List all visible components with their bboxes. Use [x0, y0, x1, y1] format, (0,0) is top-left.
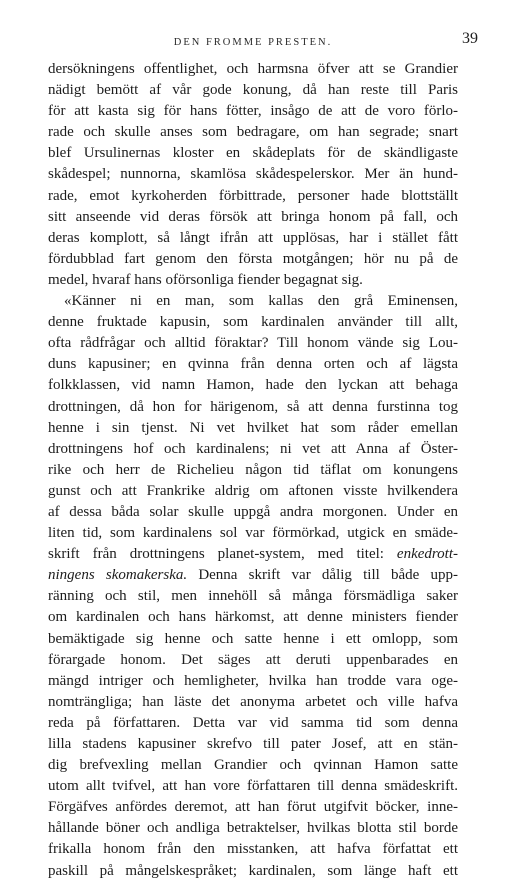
text-fragment: skrift från drottningens planet-system, med titel: — [48, 546, 397, 563]
italic-title-part2: ningens skomakerska. — [48, 567, 188, 584]
text-line: ränning och stil, men innehöll så många försmädliga saker — [48, 588, 458, 605]
text-line: nomträngliga; han läste det anonyma arbetet och ville hafva — [48, 693, 458, 710]
italic-title-part1: enkedrott- — [396, 546, 458, 563]
text-line: förargade honom. Det säges att deruti uppenbarades en — [48, 651, 458, 668]
text-line: reda på författaren. Detta var vid samma tid som denna — [48, 714, 458, 731]
text-line: lilla stadens kapusiner skrefvo till pater Josef, att en stän- — [48, 736, 458, 752]
text-line: bemäktigade sig henne och satte henne i ett omlopp, som — [48, 630, 458, 647]
text-line: folkklassen, vid namn Hamon, hade den lyckan att behaga — [48, 377, 458, 394]
text-line: ofta rådfrågar och alltid föraktar? Till honom vände sig Lou- — [48, 335, 458, 352]
text-line: utom allt tvifvel, att han vore författaren till denna smädeskrift. — [48, 778, 458, 795]
text-line: deras komplott, så långt ifrån att upplösas, har i stället fått — [48, 229, 458, 246]
text-line: sitt anseende vid deras försök att bringa honom på fall, och — [48, 208, 458, 225]
text-line: duns kapusiner; en qvinna från denna orten och af lägsta — [48, 356, 458, 373]
text-line: denne fruktade kapusin, som kardinalen använder till allt, — [48, 314, 458, 331]
text-line: rade och skulle anses som bedragare, om han segrade; snart — [48, 124, 458, 141]
page-header — [48, 30, 478, 52]
text-line: om kardinalen och hans härkomst, att denne ministers fiender — [48, 609, 458, 626]
text-line: skådespel; nunnorna, skamlösa skådespelerskor. Mer än hund- — [48, 166, 458, 183]
text-line — [48, 565, 458, 586]
text-line: drottningens hof och kardinalens; ni vet att Anna af Öster- — [48, 440, 458, 457]
text-line: gunst och att Frankrike aldrig om aftonen visste hvilkendera — [48, 482, 458, 499]
text-line: mängd intriger och hemligheter, hvilka han trodde vara oge- — [48, 672, 458, 689]
text-line: nädigt bemött af vår gode konung, då han reste till Paris — [48, 82, 458, 99]
text-line: henne i sin tjenst. Ni vet hvilket hat som råder emellan — [48, 419, 458, 436]
running-head: DEN FROMME PRESTEN. — [173, 37, 333, 48]
text-line: liten tid, som kardinalens sol var förmörkad, utgick en smäde- — [48, 525, 458, 542]
text-line: hållande böner och andliga betraktelser, hvilkas blotta stil borde — [48, 820, 458, 837]
text-line: dersökningens offentlighet, och harmsna öfver att se Grandier — [48, 61, 458, 77]
text-line: fördubblad fart genom den första motgången; hör nu på de — [48, 250, 458, 267]
text-line: för att kasta sig för hans fötter, insågo de att de voro förlo- — [48, 103, 458, 120]
text-line: Förgäfves anfördes deremot, att han förut utgifvit böcker, inne- — [48, 799, 458, 816]
text-line: «Känner ni en man, som kallas den grå Eminensen, — [64, 293, 458, 310]
body-text — [48, 59, 458, 882]
text-line: dig brefvexling mellan Grandier och qvinnan Hamon satte — [48, 757, 458, 774]
text-line: medel, hvaraf hans oförsonliga fiender begagnat sig. — [48, 271, 363, 288]
text-line: af dessa båda solar skulle uppgå andra morgonen. Under en — [48, 503, 458, 520]
text-fragment: Denna skrift var dålig till både upp- — [187, 567, 459, 584]
text-line: paskill på mångelskespråket; kardinalen, som länge haft ett — [48, 862, 458, 879]
text-line: rike och herr de Richelieu någon tid täflat om konungens — [48, 461, 458, 478]
page-number: 39 — [462, 30, 478, 47]
text-line-with-title — [48, 544, 458, 565]
text-line: drottningen, då hon for härigenom, så att denna furstinna tog — [48, 398, 458, 415]
text-line: frikalla honom från den misstanken, att hafva författat ett — [48, 841, 458, 858]
text-line: blef Ursulinernas kloster en skådeplats för de skändligaste — [48, 145, 458, 162]
text-line: rade, emot kyrkoherden förbittrade, personer hade blottställt — [48, 187, 458, 204]
